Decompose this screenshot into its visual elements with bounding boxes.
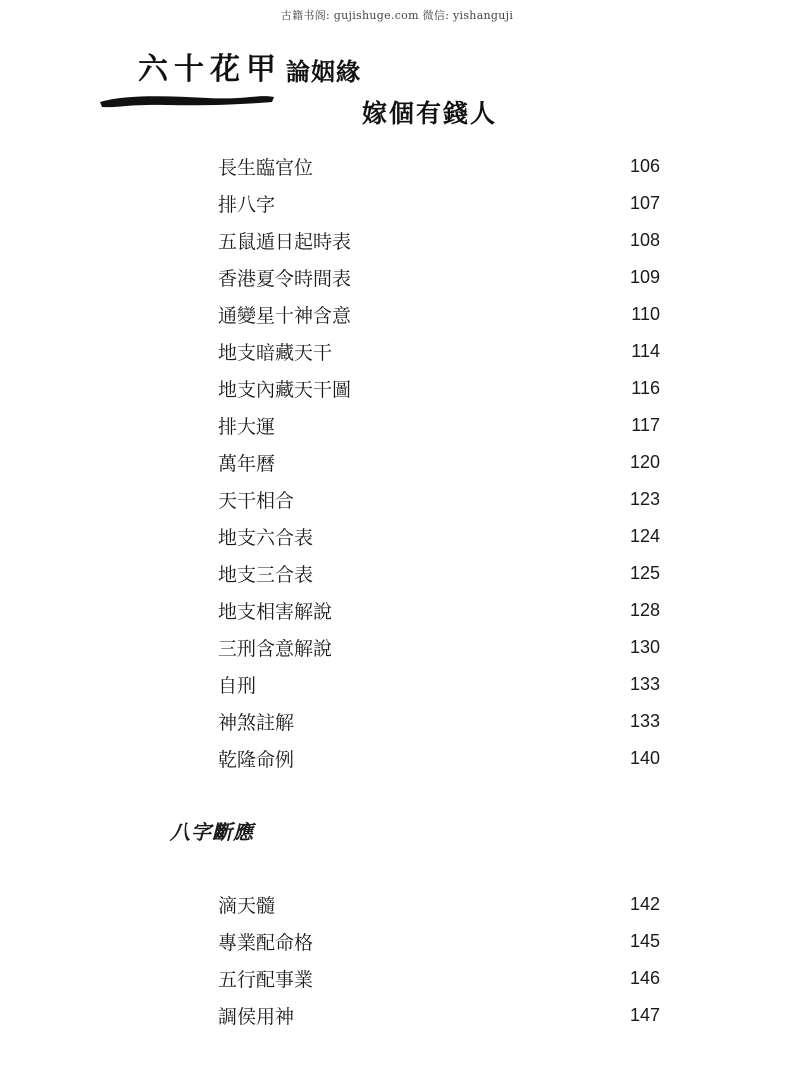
toc-entry-page: 133 <box>629 674 660 694</box>
toc-entry[interactable] <box>218 886 660 923</box>
toc-entry-page: 120 <box>629 452 660 472</box>
section-heading: 八字斷應 <box>170 820 254 844</box>
toc-entry-title: 乾隆命例 <box>218 749 295 771</box>
toc-entry-page: 145 <box>629 931 660 951</box>
toc-entry-page: 108 <box>629 230 660 250</box>
toc-entry-title: 天干相合 <box>218 490 295 512</box>
toc-entry-page: 147 <box>629 1005 660 1025</box>
toc-entry-title: 五鼠遁日起時表 <box>218 231 352 253</box>
toc-entry-title: 地支相害解說 <box>218 601 333 623</box>
toc-entry[interactable] <box>218 333 660 370</box>
toc-entry[interactable] <box>218 296 660 333</box>
watermark-text: 古籍书阁: gujishuge.com 微信: yishanguji <box>280 9 514 22</box>
toc-entry-title: 香港夏令時間表 <box>218 268 352 290</box>
toc-entry-page: 116 <box>631 378 660 398</box>
toc-entry-title: 地支三合表 <box>218 564 314 586</box>
toc-entry-page: 125 <box>629 563 660 583</box>
toc-list-part2 <box>218 886 660 1034</box>
toc-entry-page: 114 <box>631 341 660 361</box>
toc-entry-title: 專業配命格 <box>218 932 314 954</box>
toc-entry[interactable] <box>218 740 660 777</box>
toc-entry[interactable] <box>218 370 660 407</box>
toc-entry-page: 124 <box>629 526 660 546</box>
toc-entry[interactable] <box>218 222 660 259</box>
toc-entry-page: 106 <box>629 156 660 176</box>
toc-entry[interactable] <box>218 148 660 185</box>
toc-entry[interactable] <box>218 997 660 1034</box>
toc-entry[interactable] <box>218 629 660 666</box>
title-bold-text: 論姻緣 <box>286 58 361 86</box>
toc-entry[interactable] <box>218 666 660 703</box>
toc-entry[interactable] <box>218 444 660 481</box>
toc-entry[interactable] <box>218 703 660 740</box>
page-subtitle: 嫁個有錢人 <box>362 99 498 128</box>
toc-entry-page: 140 <box>629 748 660 768</box>
toc-entry-title: 五行配事業 <box>218 969 314 991</box>
page-title <box>138 52 361 88</box>
title-brush-text: 六十花甲 <box>138 52 282 87</box>
toc-entry-title: 地支暗藏天干 <box>218 342 333 364</box>
toc-entry-title: 萬年曆 <box>218 453 276 475</box>
toc-entry-title: 自刑 <box>218 675 257 697</box>
toc-entry-title: 通變星十神含意 <box>218 305 352 327</box>
toc-entry-title: 排八字 <box>218 194 276 216</box>
toc-entry-page: 117 <box>631 415 660 435</box>
toc-entry[interactable] <box>218 923 660 960</box>
toc-entry[interactable] <box>218 592 660 629</box>
toc-entry-page: 142 <box>629 894 660 914</box>
toc-entry-title: 調侯用神 <box>218 1006 295 1028</box>
toc-list-part1 <box>218 148 660 777</box>
toc-entry[interactable] <box>218 555 660 592</box>
toc-entry-page: 146 <box>629 968 660 988</box>
toc-entry-page: 107 <box>629 193 660 213</box>
toc-entry-title: 滴天髓 <box>218 895 276 917</box>
toc-entry-title: 神煞註解 <box>218 712 295 734</box>
brush-stroke-decoration <box>98 90 278 112</box>
toc-entry[interactable] <box>218 481 660 518</box>
toc-entry[interactable] <box>218 259 660 296</box>
toc-entry[interactable] <box>218 960 660 997</box>
toc-entry-title: 三刑含意解說 <box>218 638 333 660</box>
toc-entry[interactable] <box>218 518 660 555</box>
toc-entry-title: 地支內藏天干圖 <box>218 379 352 401</box>
toc-entry-page: 130 <box>629 637 660 657</box>
toc-entry[interactable] <box>218 407 660 444</box>
toc-entry-page: 110 <box>631 304 660 324</box>
toc-entry-page: 109 <box>629 267 660 287</box>
toc-entry-title: 長生臨官位 <box>218 157 314 179</box>
toc-entry-title: 排大運 <box>218 416 276 438</box>
toc-entry[interactable] <box>218 185 660 222</box>
toc-entry-title: 地支六合表 <box>218 527 314 549</box>
toc-entry-page: 133 <box>629 711 660 731</box>
toc-entry-page: 128 <box>629 600 660 620</box>
toc-entry-page: 123 <box>629 489 660 509</box>
